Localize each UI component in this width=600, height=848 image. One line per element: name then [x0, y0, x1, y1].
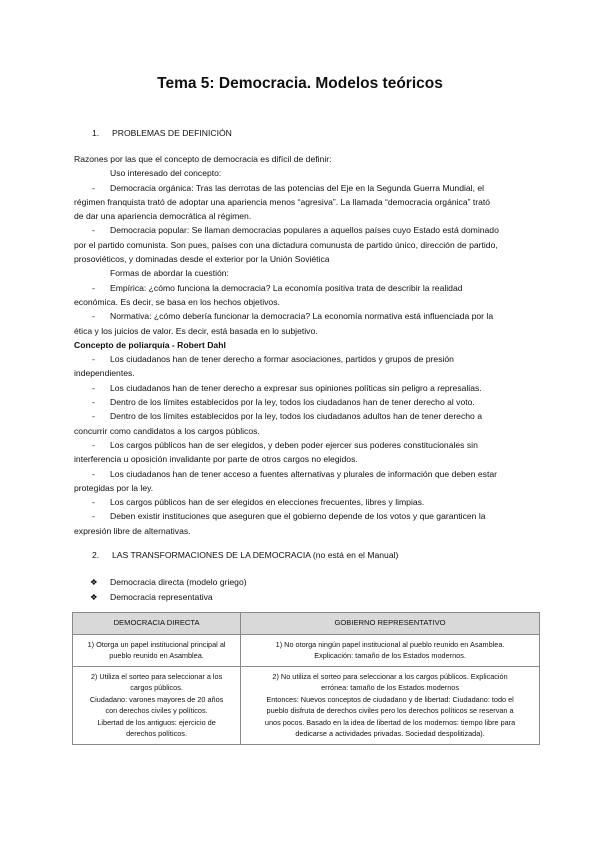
cell-line: Explicación: tamaño de los Estados modernos. — [314, 651, 466, 660]
subheading-poliarquia: Concepto de poliarquía - Robert Dahl — [74, 339, 226, 350]
table-cell — [73, 634, 241, 666]
table-cell — [73, 666, 241, 744]
text-line: Los cargos públicos han de ser elegidos, y deben poder ejercer sus poderes constitucionales sin — [110, 439, 478, 450]
section-2-heading — [92, 550, 398, 560]
text-line: protegidas por la ley. — [74, 482, 154, 493]
cell-line: errónea: tamaño de los Estados modernos — [321, 683, 460, 692]
cell-line: unos pocos. Basado en la idea de libertad de los modernos: tiempo libre para — [264, 717, 516, 727]
table-row — [73, 666, 540, 744]
section-1-heading — [92, 128, 232, 138]
cell-line: 1) Otorga un papel institucional principal al — [87, 639, 226, 649]
dash-marker: - — [92, 182, 95, 193]
cell-line: derechos políticos. — [126, 729, 187, 738]
text-line: de dar una apariencia democrática al régimen. — [74, 211, 252, 222]
cell-line: con derechos civiles y políticos. — [105, 706, 208, 715]
cell-line: Libertad de los antiguos: ejercicio de — [97, 717, 216, 727]
dash-marker: - — [92, 225, 95, 236]
table-header-cell: GOBIERNO REPRESENTATIVO — [241, 613, 540, 635]
table-cell — [241, 634, 540, 666]
text-line: concurrir como candidatos a los cargos públicos. — [74, 425, 260, 436]
cell-line: pueblo disfruta de derechos civiles pero los derechos políticos se reservan a — [266, 706, 514, 715]
dash-marker: - — [92, 411, 95, 422]
dash-marker: - — [92, 497, 95, 508]
bullet-item — [90, 592, 213, 603]
table-cell — [241, 666, 540, 744]
dash-marker: - — [92, 354, 95, 365]
subheading-formas: Formas de abordar la cuestión: — [110, 268, 229, 279]
text-line: ética y los juicios de valor. Es decir, está basada en lo subjetivo. — [74, 325, 318, 336]
text-line: Los cargos públicos han de ser elegidos en elecciones frecuentes, libres y limpias. — [110, 497, 425, 508]
dash-marker: - — [92, 511, 95, 522]
diamond-bullet-icon: ❖ — [90, 577, 98, 587]
table-header-row — [73, 613, 540, 635]
comparison-table — [72, 612, 540, 745]
bullet-item — [90, 577, 247, 588]
text-line: Los ciudadanos han de tener derecho a formar asociaciones, partidos y grupos de presión — [110, 354, 454, 365]
text-line: Dentro de los límites establecidos por la ley, todos los ciudadanos adultos han de tener derecho a — [110, 411, 482, 422]
text-line: económica. Es decir, se basa en los hechos objetivos. — [74, 296, 280, 307]
section-1-number: 1. — [92, 128, 100, 138]
dash-marker: - — [92, 282, 95, 293]
text-line: Los ciudadanos han de tener derecho a expresar sus opiniones políticas sin peligro a represalias. — [110, 382, 482, 393]
intro-line: Razones por las que el concepto de democracia es difícil de definir: — [74, 154, 332, 164]
cell-line: 2) No utiliza el sorteo para seleccionar a los cargos públicos. Explicación — [272, 671, 508, 681]
diamond-bullet-icon: ❖ — [90, 592, 98, 602]
subheading-uso: Uso interesado del concepto: — [110, 168, 222, 179]
text-line: Los ciudadanos han de tener acceso a fuentes alternativas y plurales de información que deben estar — [110, 468, 497, 479]
text-line: Deben existir instituciones que aseguren que el gobierno depende de los votos y que garanticen la — [110, 511, 486, 522]
bullet-text: Democracia directa (modelo griego) — [110, 577, 247, 587]
cell-line: cargos públicos. — [130, 683, 183, 692]
text-line: interferencia u oposición invalidante por parte de otros cargos no elegidos. — [74, 454, 358, 465]
text-line: Empírica: ¿cómo funciona la democracia? La economía positiva trata de describir la realidad — [110, 282, 463, 293]
cell-line: 2) Utiliza el sorteo para seleccionar a los — [90, 671, 223, 681]
text-line: expresión libre de alternativas. — [74, 525, 191, 536]
dash-marker: - — [92, 397, 95, 408]
text-line: prosoviéticos, y dominadas desde el exterior por la Unión Soviética — [74, 254, 330, 265]
cell-line: 1) No otorga ningún papel institucional al pueblo reunido en Asamblea. — [275, 639, 505, 649]
dash-marker: - — [92, 439, 95, 450]
cell-line: pueblo reunido en Asamblea. — [109, 651, 204, 660]
section-1-title: PROBLEMAS DE DEFINICIÓN — [112, 128, 232, 138]
text-line: independientes. — [74, 368, 135, 379]
table-row — [73, 634, 540, 666]
section-2-number: 2. — [92, 550, 100, 560]
text-line: Normativa: ¿cómo debería funcionar la democracia? La economía normativa está influenciada por la — [110, 311, 494, 322]
section-2-title: LAS TRANSFORMACIONES DE LA DEMOCRACIA (no está en el Manual) — [112, 550, 399, 560]
cell-line: Ciudadano: varones mayores de 20 años — [89, 694, 224, 704]
text-line: por el partido comunista. Son pues, países con una dictadura comunusta de partido único, dirección de partido, — [74, 239, 498, 250]
text-line: régimen franquista trató de adoptar una apariencia menos “agresiva”. La llamada “democracia orgánica” trató — [74, 196, 491, 207]
section-1-body — [74, 152, 524, 538]
table-header-cell: DEMOCRACIA DIRECTA — [73, 613, 241, 635]
text-line: Democracia popular: Se llaman democracias populares a aquellos países cuyo Estado está dominado — [110, 225, 499, 236]
bullet-text: Democracia representativa — [110, 592, 213, 602]
cell-line: Entonces: Nuevos conceptos de ciudadano y de libertad: Ciudadano: todo el — [266, 694, 514, 704]
text-line: Dentro de los límites establecidos por la ley, todos los ciudadanos han de tener derecho al voto. — [110, 397, 475, 408]
page-title: Tema 5: Democracia. Modelos teóricos — [157, 75, 443, 92]
dash-marker: - — [92, 311, 95, 322]
dash-marker: - — [92, 468, 95, 479]
text-line: Democracia orgánica: Tras las derrotas de las potencias del Eje en la Segunda Guerra Mundial, el — [110, 182, 485, 193]
cell-line: dedicarse a actividades privadas. Sociedad despolitizada). — [295, 729, 485, 738]
dash-marker: - — [92, 382, 95, 393]
